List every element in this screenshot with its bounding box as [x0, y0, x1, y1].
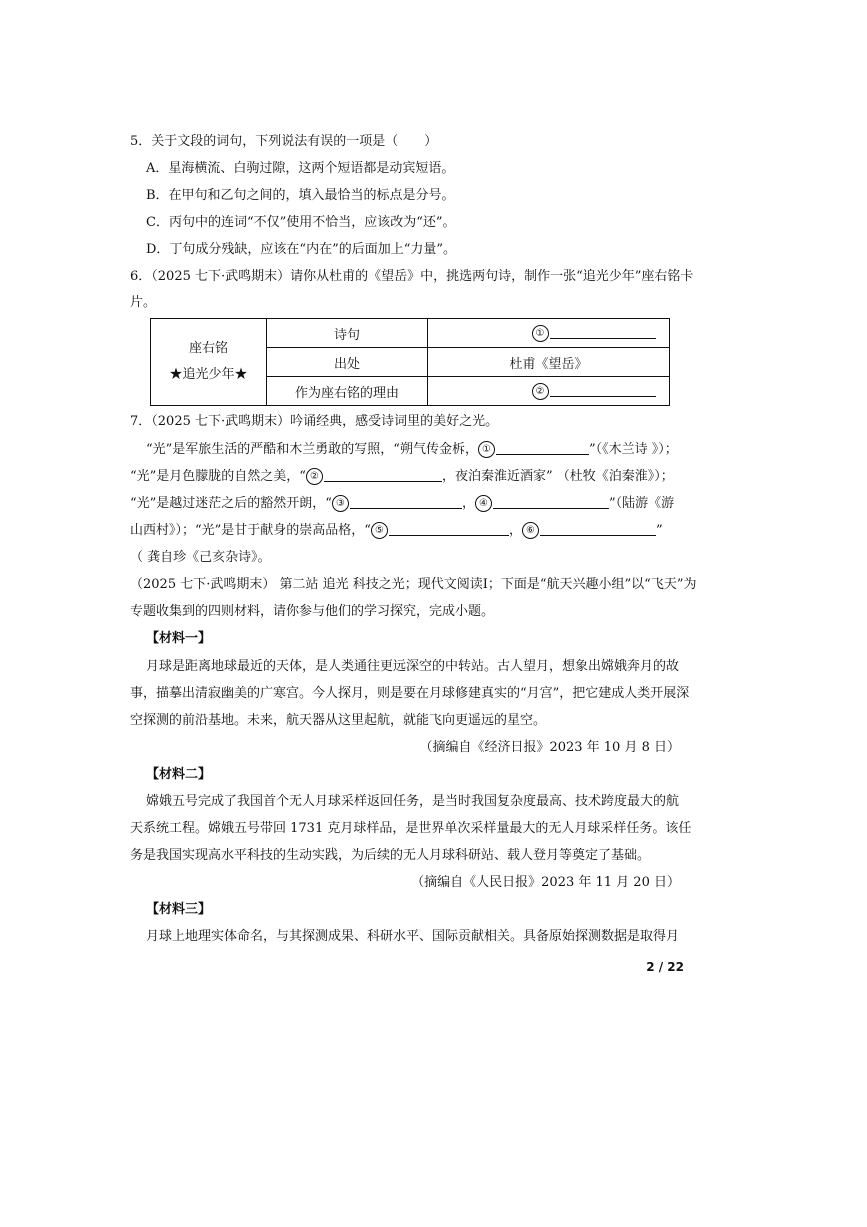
- comma: ，: [461, 496, 475, 511]
- circle-number-6: ⑥: [522, 522, 539, 539]
- material-3-heading: 【材料三】: [146, 902, 212, 917]
- material-2-line: 嫦娥五号完成了我国首个无人月球采样返回任务，是当时我国复杂度最高、技术跨度最大的航: [146, 794, 680, 809]
- q7-line4-text-b: ”: [655, 523, 663, 538]
- comma: ，: [508, 523, 522, 538]
- station-intro-line2: 专题收集到的四则材料，请你参与他们的学习探究，完成小题。: [130, 604, 495, 619]
- material-2-line: 务是我国实现高水平科技的生动实践，为后续的无人月球科研站、载人登月等奠定了基础。: [130, 848, 651, 863]
- reason-answer-blank[interactable]: [550, 382, 656, 397]
- q7-line5: （ 龚自珍《己亥杂诗》。: [130, 550, 271, 565]
- circle-number-2: ②: [306, 468, 323, 485]
- q7-line2: [130, 467, 674, 487]
- circle-number-2: ②: [532, 383, 549, 400]
- q6-stem-line1: 6．（2025 七下·武鸣期末）请你从杜甫的《望岳》中，挑选两句诗，制作一张“追光少年”座右铭卡: [130, 269, 694, 284]
- q7-line3-text-b: ”（陆游《游: [608, 496, 675, 511]
- material-3-line: 月球上地理实体命名，与其探测成果、科研水平、国际贡献相关。具备原始探测数据是取得月: [146, 929, 680, 944]
- material-1-line: 月球是距离地球最近的天体，是人类通往更远深空的中转站。古人望月，想象出嫦娥奔月的故: [146, 659, 680, 674]
- q7-stem: 7．（2025 七下·武鸣期末）吟诵经典，感受诗词里的美好之光。: [130, 414, 499, 429]
- poem-answer-blank[interactable]: [550, 324, 656, 339]
- material-1-heading: 【材料一】: [146, 631, 212, 646]
- material-2-line: 天系统工程。嫦娥五号带回 1731 克月球样品，是世界单次采样量最大的无人月球采样任务。该任: [130, 821, 692, 836]
- answer-blank-5[interactable]: [389, 521, 509, 536]
- q7-line1-text-b: ”（《木兰诗 》）；: [588, 442, 678, 457]
- page-number: 2 / 22: [646, 960, 684, 974]
- q7-line3-text-a: “光”是越过迷茫之后的豁然开朗，“: [130, 496, 332, 511]
- poem-answer-cell: [428, 319, 670, 348]
- reason-answer-cell: [428, 377, 670, 406]
- q5-option-a: A．星海横流、白驹过隙，这两个短语都是动宾短语。: [146, 161, 455, 176]
- answer-blank-3[interactable]: [350, 494, 462, 509]
- motto-card-subtitle: ★追光少年★: [169, 367, 248, 382]
- material-1-source: （摘编自《经济日报》2023 年 10 月 8 日）: [419, 740, 680, 755]
- answer-blank-2[interactable]: [324, 467, 442, 482]
- motto-card-title: 座右铭: [188, 341, 228, 356]
- q6-stem-line2: 片。: [130, 295, 157, 310]
- circle-number-1: ①: [478, 441, 495, 458]
- motto-card-title-cell: [151, 319, 267, 406]
- q7-line4-text-a: 山西村》）；“光”是甘于献身的崇高品格，“: [130, 523, 371, 538]
- q7-line4: [130, 521, 663, 541]
- material-1-line: 事，描摹出清寂幽美的广寒宫。今人探月，则是要在月球修建真实的“月宫”，把它建成人类开展深: [130, 686, 690, 701]
- q7-line2-text-a: “光”是月色朦胧的自然之美，“: [130, 469, 306, 484]
- q5-option-c: C．丙句中的连词“不仅”使用不恰当，应该改为“还”。: [146, 215, 456, 230]
- source-value: 杜甫《望岳》: [428, 348, 670, 377]
- circle-number-1: ①: [532, 325, 549, 342]
- material-2-heading: 【材料二】: [146, 767, 212, 782]
- material-1-line: 空探测的前沿基地。未来，航天器从这里起航，就能飞向更遥远的星空。: [130, 713, 547, 728]
- circle-number-4: ④: [475, 495, 492, 512]
- q5-stem: 5．关于文段的词句，下列说法有误的一项是（ ）: [130, 134, 438, 149]
- q7-line1: [146, 440, 678, 460]
- row-label-reason: 作为座右铭的理由: [267, 377, 428, 406]
- circle-number-3: ③: [332, 495, 349, 512]
- row-label-poem: 诗句: [267, 319, 428, 348]
- row-label-source: 出处: [267, 348, 428, 377]
- q7-line3: [130, 494, 674, 514]
- answer-blank-1[interactable]: [496, 440, 589, 455]
- answer-blank-4[interactable]: [493, 494, 609, 509]
- station-intro-line1: （2025 七下·武鸣期末） 第二站 追光 科技之光；现代文阅读Ⅰ；下面是“航天兴趣小组”以“飞天”为: [130, 577, 697, 592]
- q7-line2-text-b: ，夜泊秦淮近酒家” （杜牧《泊秦淮》）；: [441, 469, 674, 484]
- motto-card-table: [150, 318, 670, 406]
- circle-number-5: ⑤: [371, 522, 388, 539]
- q5-option-b: B．在甲句和乙句之间的，填入最恰当的标点是分号。: [146, 188, 455, 203]
- material-2-source: （摘编自《人民日报》2023 年 11 月 20 日）: [411, 875, 680, 890]
- q7-line1-text-a: “光”是军旅生活的严酷和木兰勇敢的写照，“朔气传金柝，: [146, 442, 478, 457]
- q5-option-d: D．丁句成分残缺，应该在“内在”的后面加上“力量”。: [146, 242, 457, 257]
- answer-blank-6[interactable]: [540, 521, 656, 536]
